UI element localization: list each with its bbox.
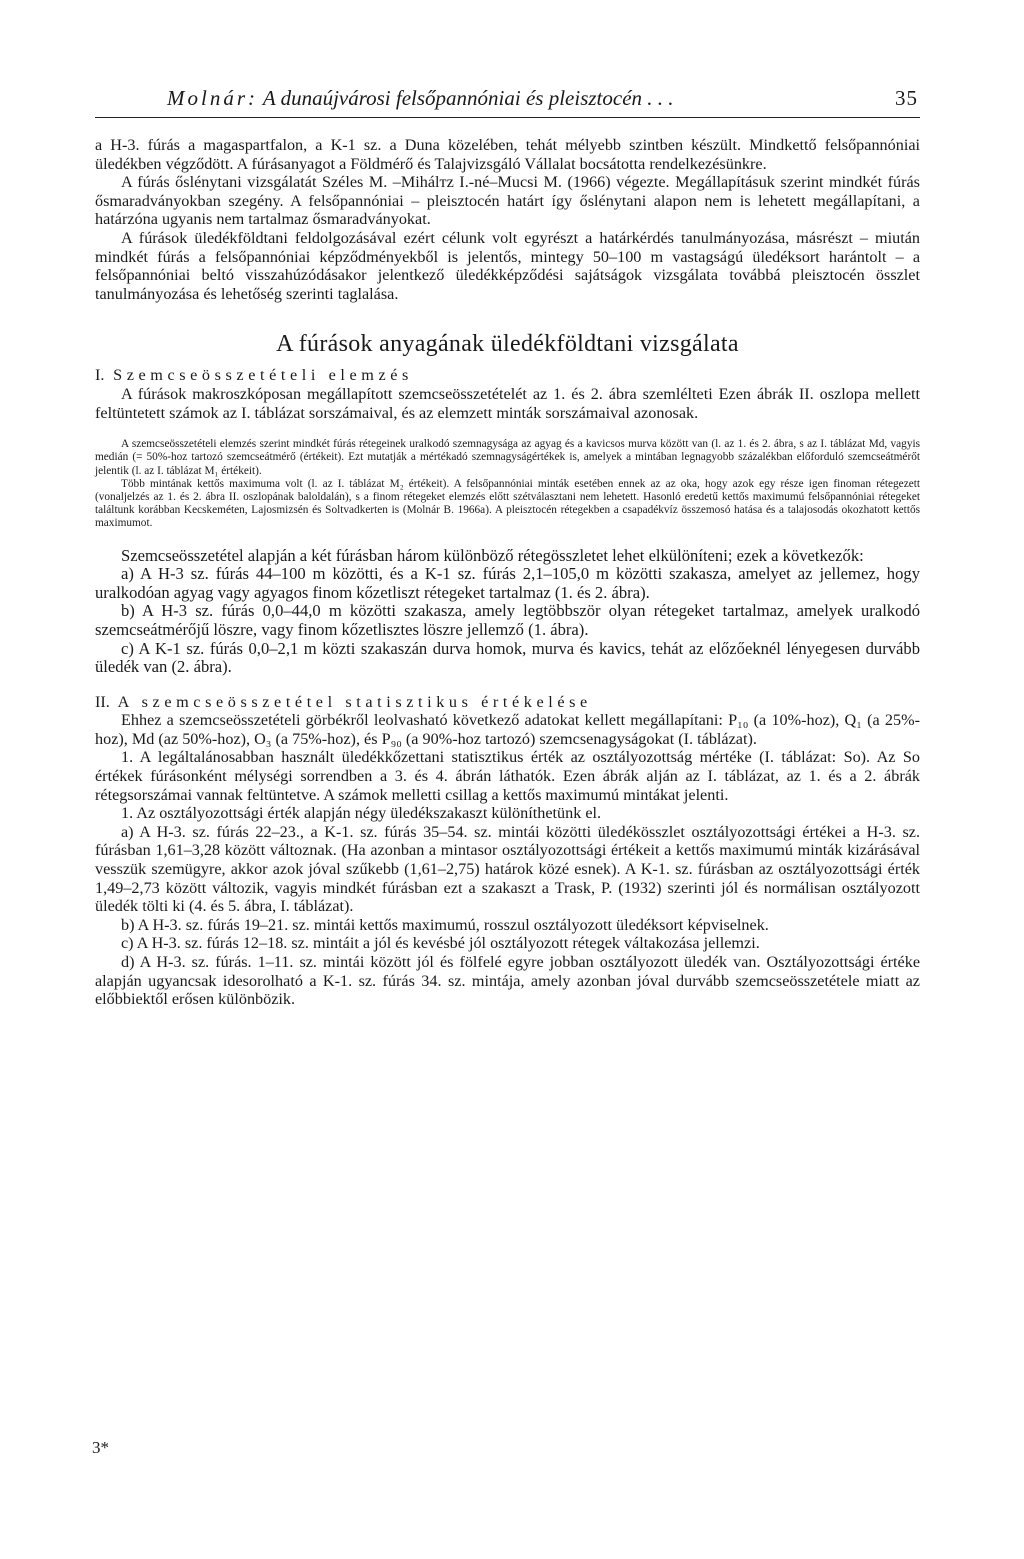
subsection-1-paragraph-1: A fúrások makroszkóposan megállapított szemcseösszetételét az 1. és 2. ábra szemlélteti Ezen ábrák II. oszlopa mellett feltüntetett számok az I. táblázat sorszámaival, és az elemzett minták sorszámaival azonosak. xyxy=(95,384,920,422)
subsection-2-numeral: II. xyxy=(95,692,110,711)
page xyxy=(95,86,920,1009)
signature-mark: 3* xyxy=(92,1438,109,1457)
intro-paragraph-1: a H-3. fúrás a magaspartfalon, a K-1 sz. a Duna közelében, tehát mélyebb szintben készült. Mindkettő felsőpannóniai üledékben végződött. A fúrásanyagot a Földmérő és Talajvizsgáló Vállalat bocsátotta rendelkezésünkre. xyxy=(95,136,920,173)
section-title: A fúrások anyagának üledékföldtani vizsgálata xyxy=(276,331,739,358)
subsection-1-heading xyxy=(95,366,920,385)
page-number: 35 xyxy=(895,86,918,110)
subsection-2-paragraph-a: a) A H-3. sz. fúrás 22–23., a K-1. sz. fúrás 35–54. sz. mintái közötti üledékösszlet osztályozottsági értékei a H-3. sz. fúrásban 1,61–3,28 között változnak. (Ha azonban a mintasor osztályozottsági értékeit a kettős maximumú minták kizárásával vesszük szemügyre, akkor azok jóval szűkebb (1,61–2,75) határok közé esnek). A K-1. sz. fúrásban az osztályozottsági érték 1,49–2,73 között változik, vagyis mindkét fúrásban ezt a szakaszt a Trask, P. (1932) szerinti jól és normálisan osztályozott üledék tölti ki (4. és 5. ábra, I. táblázat). xyxy=(95,822,920,916)
subsection-2-paragraph-1: Ehhez a szemcseösszetételi görbékről leolvasható következő adatokat kellett megállapítani: P₁₀ (a 10%-hoz), Q₁ (a 25%-hoz), Md (az 50%-hoz), O₃ (a 75%-hoz), és P₉₀ (a 90%-hoz tartozó) szemcsenagyságokat (I. táblázat). xyxy=(95,711,920,748)
intro-paragraph-3: A fúrások üledékföldtani feldolgozásával ezért célunk volt egyrészt a határkérdés tanulmányozása, másrészt – miután mindkét fúrás a felsőpannóniai képződményekből is jelentős, mintegy 50–100 m vastagságú üledéksort harántolt – a felsőpannóniai beltó visszahúzódásakor jelentkező üledékképződési sajátságok vizsgálata továbbá pleisztocén összlet tanulmányozása és lehetőség szerinti taglalása. xyxy=(95,228,920,303)
small-print-block xyxy=(95,438,920,530)
subsection-1-title: Szemcseösszetételi elemzés xyxy=(113,366,413,385)
subsection-2-paragraph-2: 1. A legáltalánosabban használt üledékkőzettani statisztikus érték az osztályozottság mértéke (I. táblázat: So). Az So értékek fúrásonként mélységi sorrendben a 3. és 4. ábrán láthatók. Ezen ábrák alján az I. táblázat, az 1. és a 2. ábrák rétegsorszámai vannak feltüntetve. A számok melletti csillag a kettős maximumú mintákat jelenti. xyxy=(95,748,920,804)
layer-paragraph-b: b) A H-3 sz. fúrás 0,0–44,0 m közötti szakasza, amely legtöbbször olyan rétegeket tartalmaz, amelyek uralkodó szemcseátmérőjű löszre, vagy finom kőzetlisztes löszre jellemző (1. ábra). xyxy=(95,601,920,639)
layer-paragraph-intro: Szemcseösszetétel alapján a két fúrásban három különböző rétegösszletet lehet elkülöníteni; ezek a következők: xyxy=(121,545,864,565)
intro-block xyxy=(95,136,920,303)
subsection-2-paragraph-c: c) A H-3. sz. fúrás 12–18. sz. mintáit a jól és kevésbé jól osztályozott rétegek váltakozása jellemzi. xyxy=(121,934,760,953)
intro-paragraph-2: A fúrás őslénytani vizsgálatát Széles M. –Mihálтz I.-né–Mucsi M. (1966) végezte. Megállapításuk szerint mindkét fúrás ősmaradványokban szegény. A felsőpannóniai – pleisztocén határt így őslénytani alapon nem is lehetett megállapítani, a határzóna ugyanis nem tartalmaz ősmaradványokat. xyxy=(95,173,920,229)
subsection-2 xyxy=(95,693,920,1009)
small-paragraph-1: A szemcseösszetételi elemzés szerint mindkét fúrás rétegeinek uralkodó szemnagysága az agyag és a kavicsos murva között van (l. az 1. és 2. ábra, s az I. táblázat Md, vagyis medián (= 50%-hoz tartozó szemcseátmérő (értékeit). Ezt mutatják a mértékadó szemnagyságértékek is, amelyek a mintában legnagyobb százalékban előforduló szemcseátmérőt jelentik (l. az I. táblázat M₁ értékeit). xyxy=(95,438,920,477)
subsection-1 xyxy=(95,366,920,422)
running-head xyxy=(95,86,920,118)
subsection-2-title: A szemcseösszetétel statisztikus értékelése xyxy=(117,692,592,711)
subsection-1-numeral: I. xyxy=(95,366,105,385)
subsection-2-paragraph-3: 1. Az osztályozottsági érték alapján négy üledékszakaszt különíthetünk el. xyxy=(121,804,602,823)
layer-paragraph-a: a) A H-3 sz. fúrás 44–100 m közötti, és a K-1 sz. fúrás 2,1–105,0 m közötti szakasza, amelyet az jellemez, hogy uralkodóan agyag vagy agyagos finom kőzetliszt rétegeket tartalmaz (1. és 2. ábra). xyxy=(95,564,920,602)
small-paragraph-2: Több mintának kettős maximuma volt (l. az I. táblázat M₂ értékeit). A felsőpannóniai minták esetében ennek az az oka, hogy azok egy része igen finoman rétegezett (vonaljelzés az 1. és 2. ábra II. oszlopának baloldalán), s a finom rétegeket elemzés előtt szétválasztani nem lehetett. Hasonló eredetű kettős maximumú felsőpannóniai rétegeket találtunk korábban Kecskeméten, Lajosmizsén és Soltvadkerten is (Molnár B. 1966a). A pleisztocén rétegekben a csapadékvíz összemosó hatása és a talajosodás okozhatott kettős maximumot. xyxy=(95,477,920,530)
subsection-2-paragraph-d: d) A H-3. sz. fúrás. 1–11. sz. mintái között jól és fölfelé egyre jobban osztályozott üledék van. Osztályozottsági értéke alapján ugyancsak idesorolható a K-1. sz. fúrás 34. sz. mintája, amely azonban jóval durvább szemcseösszetétele miatt az előbbiektől erősen különbözik. xyxy=(95,953,920,1009)
layer-paragraph-c: c) A K-1 sz. fúrás 0,0–2,1 m közti szakaszán durva homok, murva és kavics, tehát az előzőeknél lényegesen durvább üledék van (2. ábra). xyxy=(95,638,920,677)
subsection-2-paragraph-b: b) A H-3. sz. fúrás 19–21. sz. mintái kettős maximumú, rosszul osztályozott üledéksort képviselnek. xyxy=(121,915,769,934)
subsection-2-heading xyxy=(95,693,920,712)
layer-groups-block xyxy=(95,547,920,677)
running-head-article-title: A dunaújvárosi felsőpannóniai és pleisztocén . . . xyxy=(262,86,674,110)
running-head-author: Molnár: xyxy=(167,86,258,110)
running-head-title xyxy=(167,86,674,111)
